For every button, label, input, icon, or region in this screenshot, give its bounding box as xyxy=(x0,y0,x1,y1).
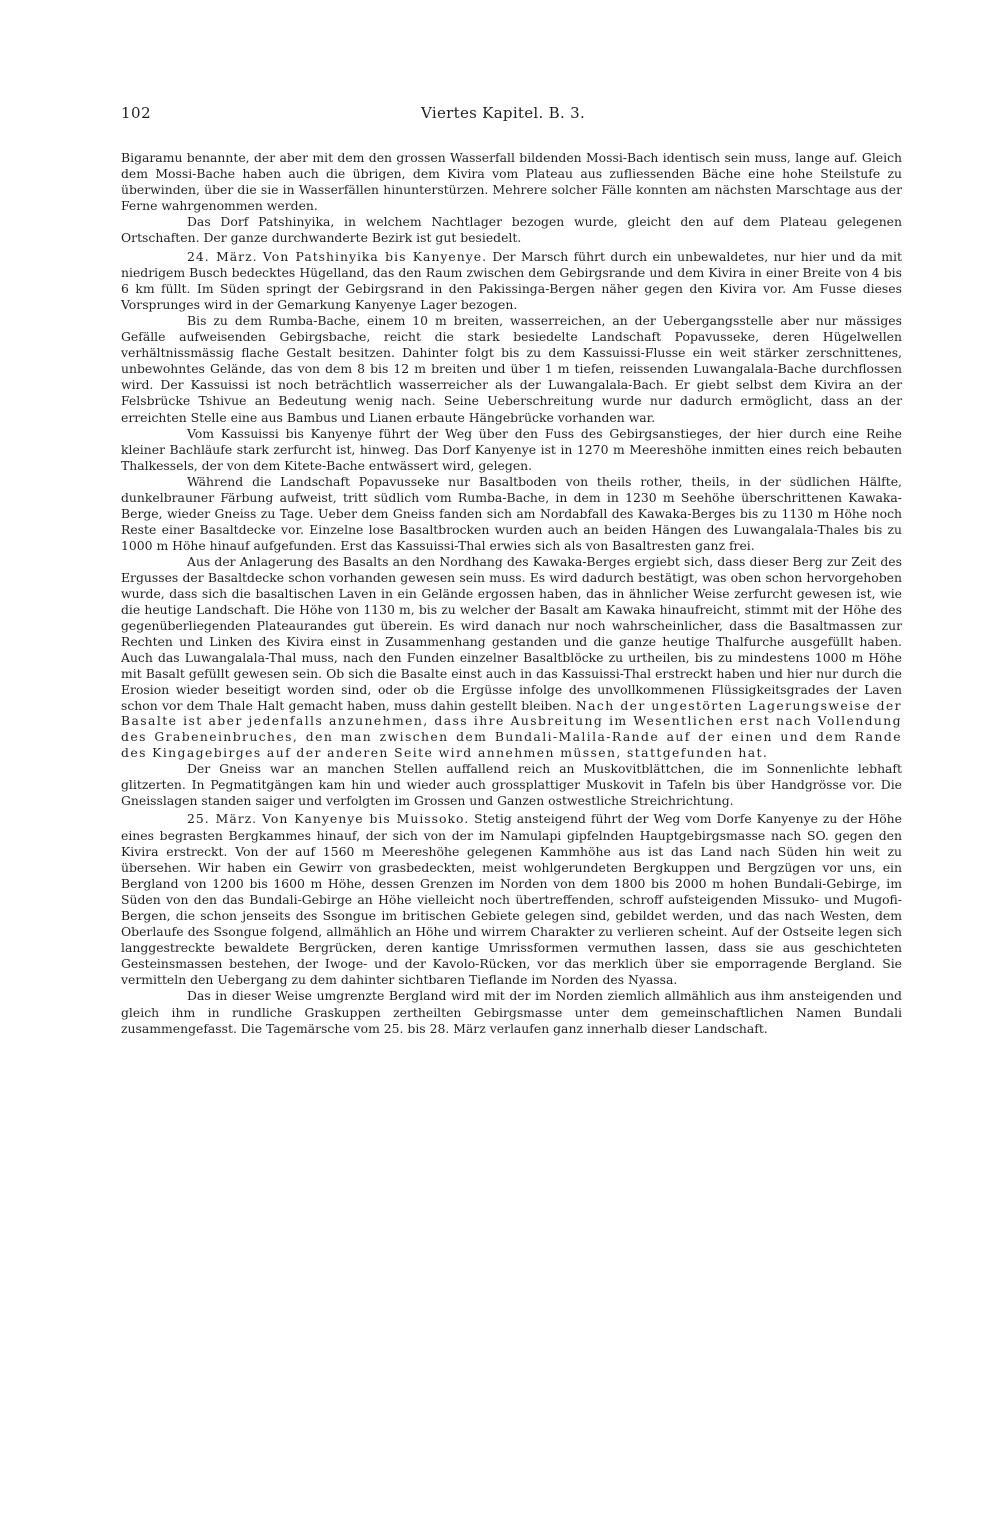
paragraph-popavusseke: Während die Landschaft Popavusseke nur Basaltboden von theils rother, theils, in der südlichen Hälfte, dunkelbrauner Färbung aufweist, tritt südlich vom Rumba-Bache, in dem in 1230 m Seehöhe überschrittenen Kawaka-Berge, wieder Gneiss zu Tage. Ueber dem Gneiss fanden sich am Nordabfall des Kawaka-Berges bis zu 1130 m Höhe noch Reste einer Basaltdecke vor. Einzelne lose Basaltbrocken wurden auch an beiden Hängen des Luwangalala-Thales bis zu 1000 m Höhe hinauf aufgefunden. Erst das Kassuissi-Thal erwies sich als von Basaltresten ganz frei. xyxy=(121,473,902,554)
entry-text: Stetig ansteigend führt der Weg vom Dorfe Kanyenye zu der Höhe eines begrasten Bergkammes hinauf, der sich von der im Namulapi gipfelnden Hauptgebirgsmasse nach SO. gegen den Kivira erstreckt. Von der auf 1560 m Meereshöhe gelegenen Kammhöhe aus ist das Land nach Süden hin weit zu übersehen. Wir haben ein Gewirr von grasbedeckten, meist wohlgerundeten Bergkuppen und Bergzügen vor uns, ein Bergland von 1200 bis 1600 m Höhe, dessen Grenzen im Norden von dem 1800 bis 2000 m hohen Bundali-Gebirge, im Süden von den das Bundali-Gebirge an Höhe vielleicht noch übertreffenden, schroff aufsteigenden Missuko- und Mugofi-Bergen, die schon jenseits des Ssongue im britischen Gebiete gelegen sind, gebildet werden, und das nach Westen, dem Oberlaufe des Ssongue folgend, allmählich an Höhe und wirrem Charakter zu verlieren scheint. Auf der Ostseite legen sich langgestreckte bewaldete Bergrücken, deren kantige Umrissformen vermuthen lassen, dass sie aus geschichteten Gesteinsmassen bestehen, der Iwoge- und der Kavolo-Rücken, vor das merklich über sie emporragende Bergland. Sie vermitteln den Uebergang zu dem dahinter sichtbaren Tieflande im Norden des Nyassa. xyxy=(121,811,902,988)
entry-text: Der Marsch führt durch ein unbewaldetes, nur hier und da mit niedrigem Busch bedecktes Hügelland, das den Raum zwischen dem Gebirgsrande und dem Kivira in einer Breite von 4 bis 6 km füllt. Im Süden springt der Gebirgsrand in den Pakissinga-Bergen näher gegen den Kivira vor. Am Fusse dieses Vorsprunges wird in der Gemarkung Kanyenye Lager bezogen. xyxy=(121,248,902,312)
entry-date: 24. März. xyxy=(187,248,258,264)
paragraph-rumba-bach: Bis zu dem Rumba-Bache, einem 10 m breiten, wasserreichen, an der Uebergangsstelle aber nur mässiges Gefälle aufweisenden Gebirgsbache, reicht die stark besiedelte Landschaft Popavusseke, deren Hügelwellen verhältnissmässig flache Gestalt besitzen. Dahinter folgt bis zu dem Kassuissi-Flusse ein weit stärker zerschnittenes, unbewohntes Gelände, das von dem 8 bis 12 m breiten und über 1 m tiefen, reissenden Luwangalala-Bache durchflossen wird. Der Kassuissi ist noch beträchtlich wasserreicher als der Luwangalala-Bach. Er giebt selbst dem Kivira an der Felsbrücke Tshivue an Bedeutung wenig nach. Seine Ueberschreitung wurde nur dadurch ermöglicht, dass an der erreichten Stelle eine aus Bambus und Lianen erbaute Hängebrücke vorhanden war. xyxy=(121,312,902,425)
page-number: 102 xyxy=(121,104,152,122)
paragraph-kassuissi: Vom Kassuissi bis Kanyenye führt der Weg über den Fuss des Gebirgsanstieges, der hier durch eine Reihe kleiner Bachläufe stark zerfurcht ist, hinweg. Das Dorf Kanyenye ist in 1270 m Meereshöhe inmitten eines reich bebauten Thalkessels, der von dem Kitete-Bache entwässert wird, gelegen. xyxy=(121,425,902,473)
paragraph-patshinyika: Das Dorf Patshinyika, in welchem Nachtlager bezogen wurde, gleicht den auf dem Plateau gelegenen Ortschaften. Der ganze durchwanderte Bezirk ist gut besiedelt. xyxy=(121,214,902,246)
entry-route: Von Patshinyika bis Kanyenye. xyxy=(262,248,488,264)
paragraph-continuation: Bigaramu benannte, der aber mit dem den grossen Wasserfall bildenden Mossi-Bach identisch sein muss, lange auf. Gleich dem Mossi-Bache haben auch die übrigen, dem Kivira vom Plateau aus zufliessenden Bäche eine hohe Steilstufe zu überwinden, über die sie in Wasserfällen hinunterstürzen. Mehrere solcher Fälle konnten am nächsten Marschtage aus der Ferne wahrgenommen werden. xyxy=(121,150,902,214)
paragraph-march-25 xyxy=(121,811,902,988)
paragraph-gneiss: Der Gneiss war an manchen Stellen auffallend reich an Muskovitblättchen, die im Sonnenlichte lebhaft glitzerten. In Pegmatitgängen kam hin und wieder auch grossplattiger Muskovit in Tafeln bis über Handgrösse vor. Die Gneisslagen standen saiger und verfolgten im Grossen und Ganzen ostwestliche Streichrichtung. xyxy=(121,761,902,809)
page-header xyxy=(121,104,902,128)
entry-route: Von Kanyenye bis Muissoko. xyxy=(262,811,470,827)
basalt-text: Aus der Anlagerung des Basalts an den Nordhang des Kawaka-Berges ergiebt sich, dass dieser Berg zur Zeit des Ergusses der Basaltdecke schon vorhanden gewesen sein muss. Es wird dadurch bestätigt, was oben schon hervorgehoben wurde, dass sich die basaltischen Laven in ein Gelände ergossen haben, das in ähnlicher Weise zerfurcht gewesen ist, wie die heutige Landschaft. Die Höhe von 1130 m, bis zu welcher der Basalt am Kawaka hinaufreicht, stimmt mit der Höhe des gegenüberliegenden Plateaurandes gut überein. Es wird danach nur noch wahrscheinlicher, dass die Basaltmassen zur Rechten und Linken des Kivira einst in Zusammenhang gestanden und die ganze heutige Thalfurche ausgefüllt haben. Auch das Luwangalala-Thal muss, nach den Funden einzelner Basaltblöcke zu urtheilen, bis zu mindestens 1000 m Höhe mit Basalt gefüllt gewesen sein. Ob sich die Basalte einst auch in das Kassuissi-Thal erstreckt haben und hier nur durch die Erosion wieder beseitigt worden sind, oder ob die Ergüsse infolge des unvollkommenen Flüssigkeitsgrades der Laven schon vor dem Thale Halt gemacht haben, muss dahin gestellt bleiben. xyxy=(121,554,902,713)
paragraph-basalt xyxy=(121,554,902,761)
paragraph-bundali: Das in dieser Weise umgrenzte Bergland wird mit der im Norden ziemlich allmählich aus ihm ansteigenden und gleich ihm in rundliche Graskuppen zertheilten Gebirgsmasse unter dem gemeinschaftlichen Namen Bundali zusammengefasst. Die Tagemärsche vom 25. bis 28. März verlaufen ganz innerhalb dieser Landschaft. xyxy=(121,988,902,1036)
paragraph-march-24 xyxy=(121,249,902,313)
entry-date: 25. März. xyxy=(187,811,258,827)
text-body xyxy=(121,150,902,1037)
basalt-spaced-text: Nach der ungestörten Lagerungsweise der Basalte ist aber jedenfalls anzunehmen, dass ihre Ausbreitung im Wesentlichen erst nach Vollendung des Grabeneinbruches, den man zwischen dem Bundali-Malila-Rande auf der einen und dem Rande des Kingagebirges auf der anderen Seite wird annehmen müssen, stattgefunden hat. xyxy=(121,697,902,761)
running-head: Viertes Kapitel. B. 3. xyxy=(421,104,586,122)
